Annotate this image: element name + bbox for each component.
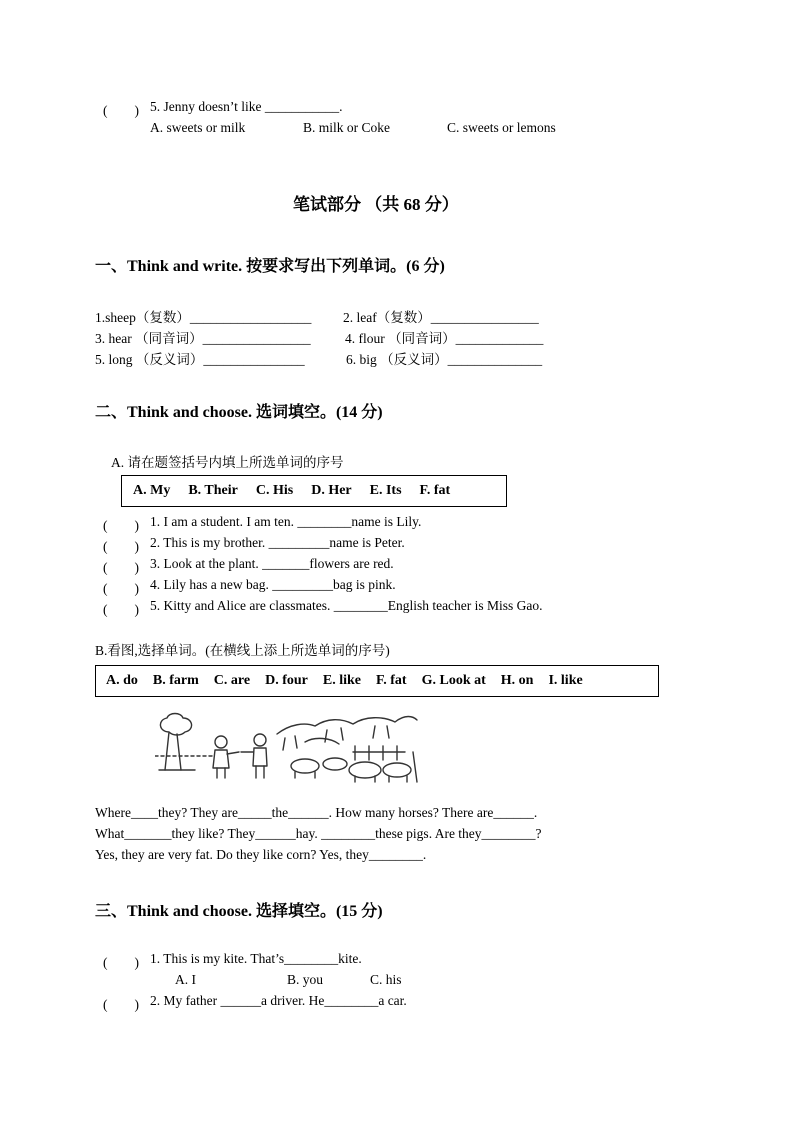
word-choice: F. fat — [376, 673, 407, 688]
word-choice: E. like — [322, 673, 361, 688]
option-a: A. sweets or milk — [150, 120, 246, 135]
part-b-instruction: B.看图,选择单词。(在横线上添上所选单词的序号) — [95, 643, 390, 658]
word-choice: H. on — [500, 673, 534, 688]
question-text: 5. Jenny doesn’t like ___________. — [150, 99, 343, 114]
answer-parenthesis[interactable]: ( ) — [103, 955, 139, 970]
answer-parenthesis[interactable]: ( ) — [103, 103, 139, 118]
word-task-3: 3. hear （同音词）________________ — [95, 331, 311, 346]
answer-parenthesis[interactable]: ( ) — [103, 602, 139, 617]
word-choice: D. Her — [311, 483, 352, 498]
word-choice: B. farm — [152, 673, 199, 688]
answer-parenthesis[interactable]: ( ) — [103, 539, 139, 554]
option-b: B. you — [287, 972, 324, 987]
section-2-heading: 二、Think and choose. 选词填空。(14 分) — [95, 404, 383, 421]
answer-parenthesis[interactable]: ( ) — [103, 997, 139, 1012]
part-a-item: 2. This is my brother. _________name is Peter. — [150, 535, 405, 550]
word-choice: F. fat — [419, 483, 451, 498]
section-3-heading: 三、Think and choose. 选择填空。(15 分) — [95, 903, 383, 920]
word-task-2: 2. leaf（复数）________________ — [343, 310, 539, 325]
word-choice: C. His — [255, 483, 294, 498]
word-choice: E. Its — [369, 483, 402, 498]
part-b-line: What_______they like? They______hay. ________these pigs. Are they________? — [95, 826, 542, 841]
part-a-item: 5. Kitty and Alice are classmates. ________English teacher is Miss Gao. — [150, 598, 543, 613]
word-choice: B. Their — [188, 483, 238, 498]
word-task-4: 4. flour （同音词）_____________ — [345, 331, 544, 346]
choice-question-2: 2. My father ______a driver. He________a car. — [150, 993, 407, 1008]
choice-question-1: 1. This is my kite. That’s________kite. — [150, 951, 362, 966]
word-choice: D. four — [265, 673, 308, 688]
answer-parenthesis[interactable]: ( ) — [103, 581, 139, 596]
answer-parenthesis[interactable]: ( ) — [103, 560, 139, 575]
word-task-5: 5. long （反义词）_______________ — [95, 352, 305, 367]
farm-illustration — [155, 712, 425, 784]
word-task-6: 6. big （反义词）______________ — [346, 352, 543, 367]
part-a-item: 1. I am a student. I am ten. ________name is Lily. — [150, 514, 422, 529]
word-choice: G. Look at — [421, 673, 486, 688]
option-a: A. I — [175, 972, 196, 987]
part-b-line: Where____they? They are_____the______. How many horses? There are______. — [95, 805, 538, 820]
word-choice: C. are — [213, 673, 251, 688]
part-a-item: 4. Lily has a new bag. _________bag is pink. — [150, 577, 396, 592]
part-b-line: Yes, they are very fat. Do they like corn? Yes, they________. — [95, 847, 427, 862]
word-choice: A. do — [106, 673, 138, 688]
written-part-title: 笔试部分 （共 68 分） — [293, 195, 459, 214]
option-c: C. his — [370, 972, 402, 987]
word-choice: A. My — [133, 483, 171, 498]
option-c: C. sweets or lemons — [447, 120, 556, 135]
part-b-word-box — [95, 665, 659, 697]
option-b: B. milk or Coke — [303, 120, 390, 135]
part-a-instruction: A. 请在题签括号内填上所选单词的序号 — [111, 455, 344, 470]
word-choice: I. like — [548, 673, 583, 688]
word-task-1: 1.sheep（复数）__________________ — [95, 310, 312, 325]
part-a-word-box — [121, 475, 507, 507]
answer-parenthesis[interactable]: ( ) — [103, 518, 139, 533]
part-a-item: 3. Look at the plant. _______flowers are red. — [150, 556, 394, 571]
section-1-heading: 一、Think and write. 按要求写出下列单词。(6 分) — [95, 258, 445, 275]
